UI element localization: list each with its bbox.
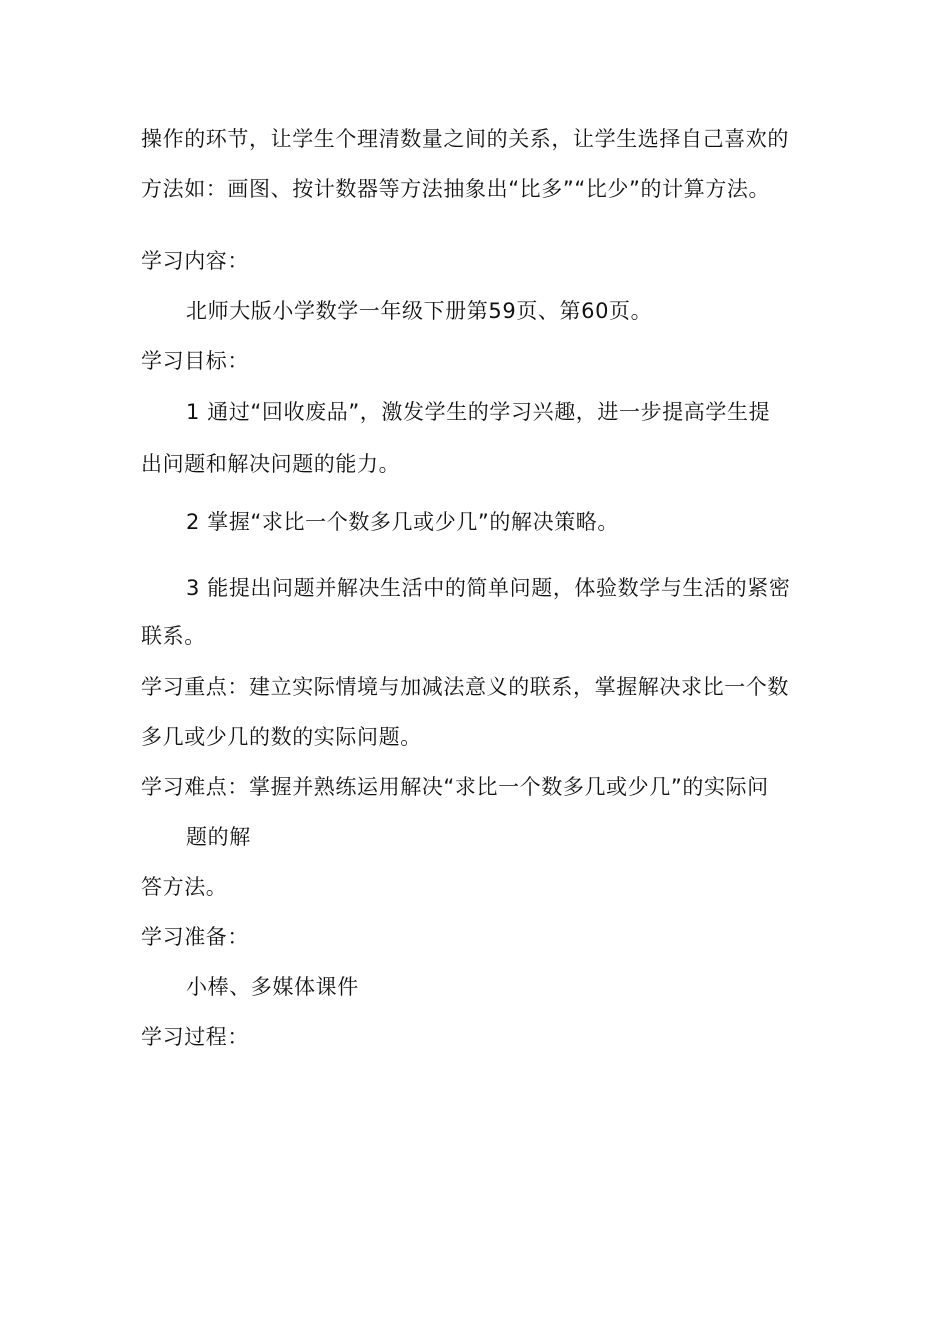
heading-learning-process: 学习过程：	[141, 1025, 249, 1049]
difficult-points-line-1: 学习难点：掌握并熟练运用解决“求比一个数多几或少几”的实际问	[141, 775, 769, 799]
goal-3-line-2: 联系。	[141, 624, 206, 648]
learning-content-text: 北师大版小学数学一年级下册第59页、第60页。	[186, 299, 653, 323]
paragraph-line-1: 操作的环节，让学生个理清数量之间的关系，让学生选择自己喜欢的	[141, 127, 789, 151]
paragraph-line-2: 方法如：画图、按计数器等方法抽象出“比多”“比少”的计算方法。	[141, 177, 771, 201]
goal-1-line-2: 出问题和解决问题的能力。	[141, 452, 401, 476]
learning-preparation-text: 小棒、多媒体课件	[186, 975, 359, 999]
goal-3-line-1: 3 能提出问题并解决生活中的简单问题，体验数学与生活的紧密	[186, 576, 791, 600]
goal-2: 2 掌握“求比一个数多几或少几”的解决策略。	[186, 510, 619, 534]
key-points-line-2: 多几或少几的数的实际问题。	[141, 725, 422, 749]
key-points-line-1: 学习重点：建立实际情境与加减法意义的联系，掌握解决求比一个数	[141, 675, 789, 699]
heading-learning-preparation: 学习准备：	[141, 925, 249, 949]
difficult-points-line-2: 题的解	[186, 825, 251, 849]
goal-1-line-1: 1 通过“回收废品”，激发学生的学习兴趣，进一步提高学生提	[186, 400, 771, 424]
difficult-points-line-3: 答方法。	[141, 875, 228, 899]
heading-learning-goals: 学习目标：	[141, 349, 249, 373]
heading-learning-content: 学习内容：	[141, 249, 249, 273]
